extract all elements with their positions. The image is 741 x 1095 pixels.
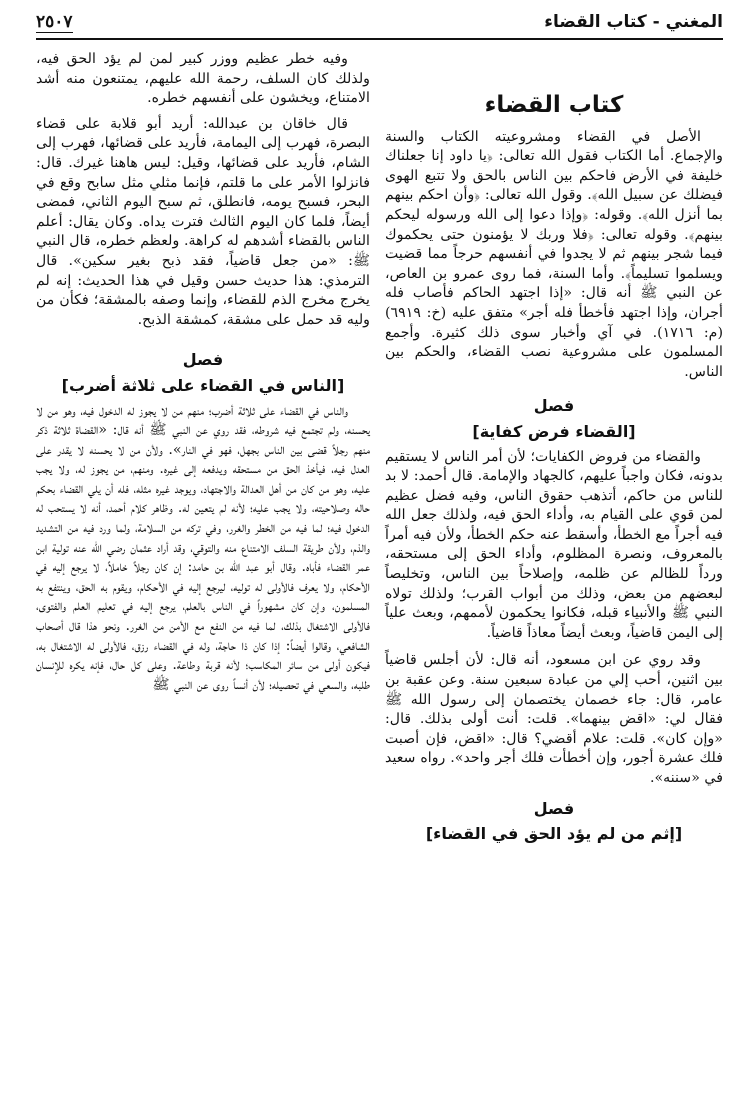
paragraph: وفيه خطر عظيم ووزر كبير لمن لم يؤد الحق فيه، ولذلك كان السلف، رحمة الله عليهم، يمتنعون منه أشد الامتناع، ويخشون على أنفسهم خطره. — [36, 51, 370, 107]
section-label: فصل — [533, 396, 575, 416]
section-label: فصل — [182, 350, 224, 370]
paragraph: والقضاء من فروض الكفايات؛ لأن أمر الناس لا يستقيم بدونه، فكان واجباً عليهم، كالجهاد والإمامة. قال أحمد: لا بد للناس من حاكم، أتذهب حقوق الناس، وفيه فضل عظيم لمن قوي على القيام به، وأداء الحق فيه، ولذلك جعل الله فيه أجراً مع الخطأ، وأسقط عنه حكم الخطأ، ولأن فيه أمراً بالمعروف، ونصرة المظلوم، وأداء الحق إلى مستحقه، ورداً للظالم عن ظلمه، وإصلاحاً بين الناس، وتخليصاً لبعضهم من بعض، وذلك من أبواب القرب؛ ولذلك تولاه النبي ﷺ والأنبياء قبله، فكانوا يحكمون لأممهم، وبعث علياً إلى اليمن قاضياً، وبعث أيضاً معاذاً قاضياً. — [385, 448, 723, 641]
page-header — [36, 8, 723, 40]
section-label: فصل — [533, 798, 575, 818]
page-number: ٢٥٠٧ — [36, 12, 73, 32]
section-heading: [الناس في القضاء على ثلاثة أضرب] — [61, 375, 345, 395]
paragraph: الأصل في القضاء ومشروعيته الكتاب والسنة والإجماع. أما الكتاب فقول الله تعالى: ﴿يا داود إنا جعلناك خليفة في الأرض فاحكم بين الناس بالحق ولا تتبع الهوى فيضلك عن سبيل الله﴾. وقول الله تعالى: ﴿وأن احكم بينهم بما أنزل الله﴾. وقوله: ﴿وإذا دعوا إلى الله ورسوله ليحكم بينهم﴾. وقوله تعالى: ﴿فلا وربك لا يؤمنون حتى يحكموك فيما شجر بينهم ثم لا يجدوا في أنفسهم حرجاً مما قضيت ويسلموا تسليماً﴾. وأما السنة، فما روى عمرو بن العاص، عن النبي ﷺ أنه قال: «إذا اجتهد الحاكم فأصاب فله أجران، وإذا اجتهد فأخطأ فله أجر» متفق عليه (خ: ٦٩١٩) (م: ١٧١٦). في آي وأخبار سوى ذلك كثيرة. وأجمع المسلمون على مشروعية نصب القضاء، والحكم بين الناس. — [385, 128, 724, 380]
paragraph: والناس في القضاء على ثلاثة أضرب؛ منهم من لا يجوز له الدخول فيه، وهو من لا يحسنه، ولم تجتمع فيه شروطه، فقد روي عن النبي ﷺ أنه قال: «القضاة ثلاثة ذكر منهم رجلاً قضى بين الناس بجهل، فهو في النار». ولأن من لا يحسنه لا يقدر على العدل فيه، فيأخذ الحق من مستحقه ويدفعه إلى غيره. ومنهم، من يجوز له، ولا يجب عليه، وهو من كان من أهل العدالة والاجتهاد، ويوجد غيره مثله، فله أن يلي القضاء بحكم حاله وصلاحيته، ولا يجب عليه؛ لأنه لم يتعين له. وظاهر كلام أحمد، أنه لا يستحب له الدخول فيه؛ لما فيه من الخطر والغرر، وفي تركه من السلامة، ولما ورد فيه من التشديد والذم، ولأن طريقة السلف الامتناع منه والتوقي، وقد أراد عثمان رضي الله عنه تولية ابن عمر القضاء فأباه. وقال أبو عبد الله بن حامد: إن كان رجلاً خاملاً، لا يرجع إليه في الأحكام، ولا يعرف فالأولى له توليه، ليرجع إليه في الأحكام، ويقوم به الحق، وينتفع به المسلمون، وإن كان مشهوراً في الناس بالعلم، يرجع إليه في تعليم العلم والفتوى، فالأولى الاشتغال بذلك، لما فيه من النفع مع الأمن من الغرر. ونحو هذا قال أصحاب الشافعي، وقالوا أيضاً: إذا كان ذا حاجة، وله في القضاء رزق، فالأولى له الاشتغال به، فيكون أولى من سائر المكاسب؛ لأنه قربة وطاعة. وعلى كل حال، فإنه يكره للإنسان طلبه، والسعي في تحصيله؛ لأن أنساً روى عن النبي ﷺ — [36, 402, 370, 693]
right-column — [385, 50, 723, 850]
section-heading: [إثم من لم يؤد الحق في القضاء] — [425, 824, 683, 844]
book-title: كتاب القضاء — [484, 92, 624, 118]
left-column — [36, 50, 370, 695]
paragraph: وقد روي عن ابن مسعود، أنه قال: لأن أجلس قاضياً بين اثنين، أحب إلي من عبادة سبعين سنة. وعن عقبة بن عامر، قال: جاء خصمان يختصمان إلى رسول الله ﷺ فقال لي: «اقض بينهما». قلت: أنت أولى بذلك. قال: «وإن كان». قلت: علام أقضي؟ قال: «اقض، فإن أصبت فلك عشرة أجور، وإن أخطأت فلك أجر واحد». رواه سعيد في «سننه». — [385, 652, 723, 786]
paragraph: قال خاقان بن عبدالله: أريد أبو قلابة على قضاء البصرة، فهرب إلى اليمامة، فأريد على قضائها، فهرب إلى الشام، فأريد على قضائها، وقيل: ليس هاهنا غيرك. قال: فانزلوا الأمر على ما قلتم، فإنما مثلي مثل سابح وقع في البحر، فسبح يومه، فانطلق، ثم سبح اليوم الثاني، فمضى أيضاً، فلما كان اليوم الثالث فترت يداه. وكان يقال: أعلم الناس بالقضاء أشدهم له كراهة. ولعظم خطره، قال النبي ﷺ: «من جعل قاضياً، فقد ذبح بغير سكين». قال الترمذي: هذا حديث حسن وقيل في هذا الحديث: إنه لم يخرج مخرج الذم للقضاء، وإنما وصفه بالمشقة؛ فكأن من وليه قد حمل على مشقة، كمشقة الذبح. — [36, 115, 370, 328]
section-heading: [القضاء فرض كفاية] — [472, 421, 636, 441]
running-title: المغني - كتاب القضاء — [544, 12, 723, 32]
